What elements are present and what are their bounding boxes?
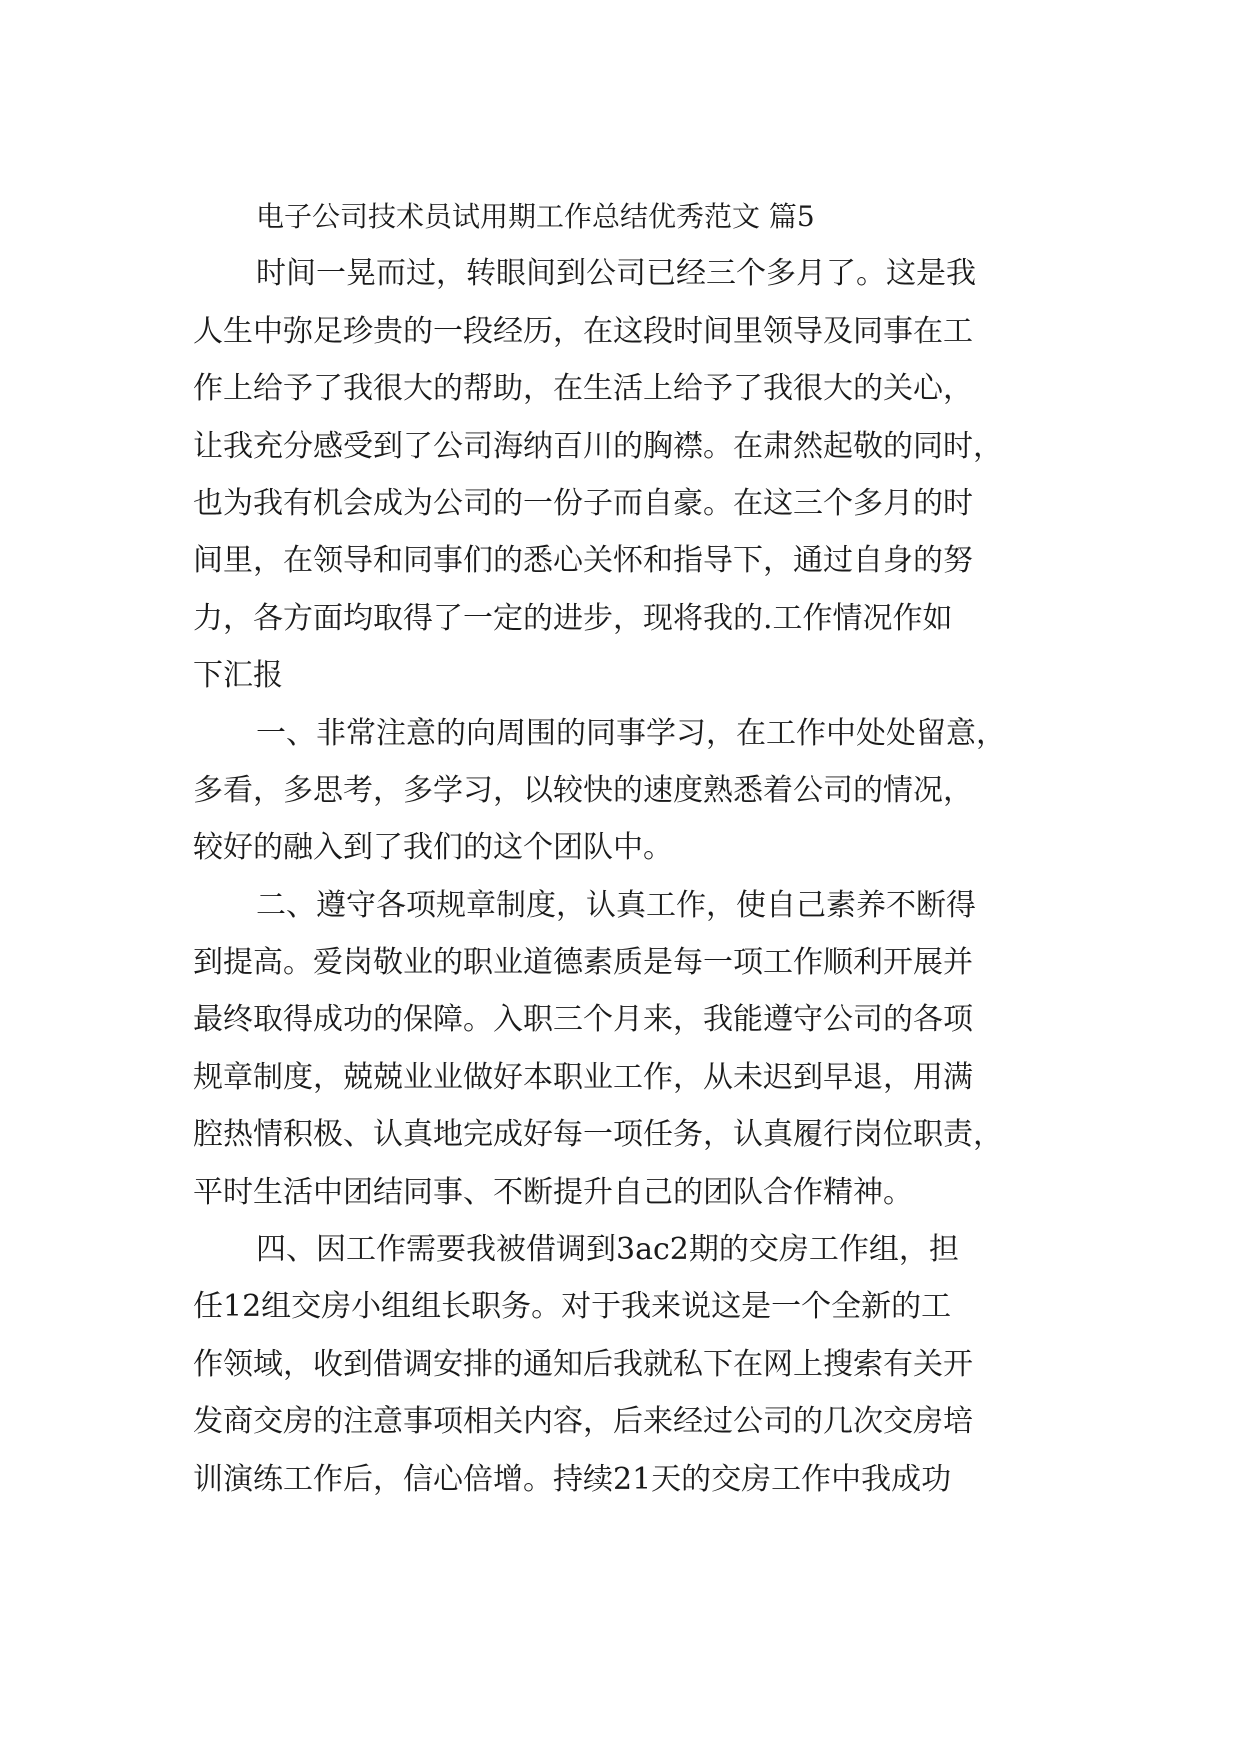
paragraph-line: 最终取得成功的保障。入职三个月来，我能遵守公司的各项 xyxy=(193,1002,973,1038)
paragraph-line: 任12组交房小组组长职务。对于我来说这是一个全新的工 xyxy=(193,1289,952,1325)
paragraph-line: 时间一晃而过，转眼间到公司已经三个多月了。这是我 xyxy=(256,256,976,292)
paragraph-line: 规章制度，兢兢业业做好本职业工作，从未迟到早退，用满 xyxy=(193,1059,973,1095)
paragraph-line: 到提高。爱岗敬业的职业道德素质是每一项工作顺利开展并 xyxy=(193,945,973,981)
document-body xyxy=(193,188,1063,1508)
paragraph-line: 让我充分感受到了公司海纳百川的胸襟。在肃然起敬的同时， xyxy=(193,428,1003,464)
paragraph-line: 下汇报 xyxy=(193,658,283,694)
paragraph-line: 二、遵守各项规章制度，认真工作，使自己素养不断得 xyxy=(256,887,976,923)
paragraph-line: 间里，在领导和同事们的悉心关怀和指导下，通过自身的努 xyxy=(193,543,973,579)
paragraph-line: 作领域，收到借调安排的通知后我就私下在网上搜索有关开 xyxy=(193,1346,973,1382)
paragraph-line: 多看，多思考，多学习，以较快的速度熟悉着公司的情况， xyxy=(193,772,973,808)
paragraph-line: 四、因工作需要我被借调到3ac2期的交房工作组，担 xyxy=(256,1232,959,1268)
paragraph-line: 作上给予了我很大的帮助，在生活上给予了我很大的关心， xyxy=(193,371,973,407)
paragraph-line: 腔热情积极、认真地完成好每一项任务，认真履行岗位职责， xyxy=(193,1117,1003,1153)
paragraph-line: 训演练工作后，信心倍增。持续21天的交房工作中我成功 xyxy=(193,1461,952,1497)
paragraph-line: 发商交房的注意事项相关内容，后来经过公司的几次交房培 xyxy=(193,1404,973,1440)
paragraph-line: 较好的融入到了我们的这个团队中。 xyxy=(193,830,673,866)
document-title: 电子公司技术员试用期工作总结优秀范文 篇5 xyxy=(256,200,815,233)
paragraph-line: 平时生活中团结同事、不断提升自己的团队合作精神。 xyxy=(193,1174,913,1210)
paragraph-line: 人生中弥足珍贵的一段经历，在这段时间里领导及同事在工 xyxy=(193,313,973,349)
paragraph-line: 一、非常注意的向周围的同事学习，在工作中处处留意， xyxy=(256,715,1006,751)
paragraph-line: 力，各方面均取得了一定的进步，现将我的.工作情况作如 xyxy=(193,600,953,636)
paragraph-line: 也为我有机会成为公司的一份子而自豪。在这三个多月的时 xyxy=(193,485,973,521)
